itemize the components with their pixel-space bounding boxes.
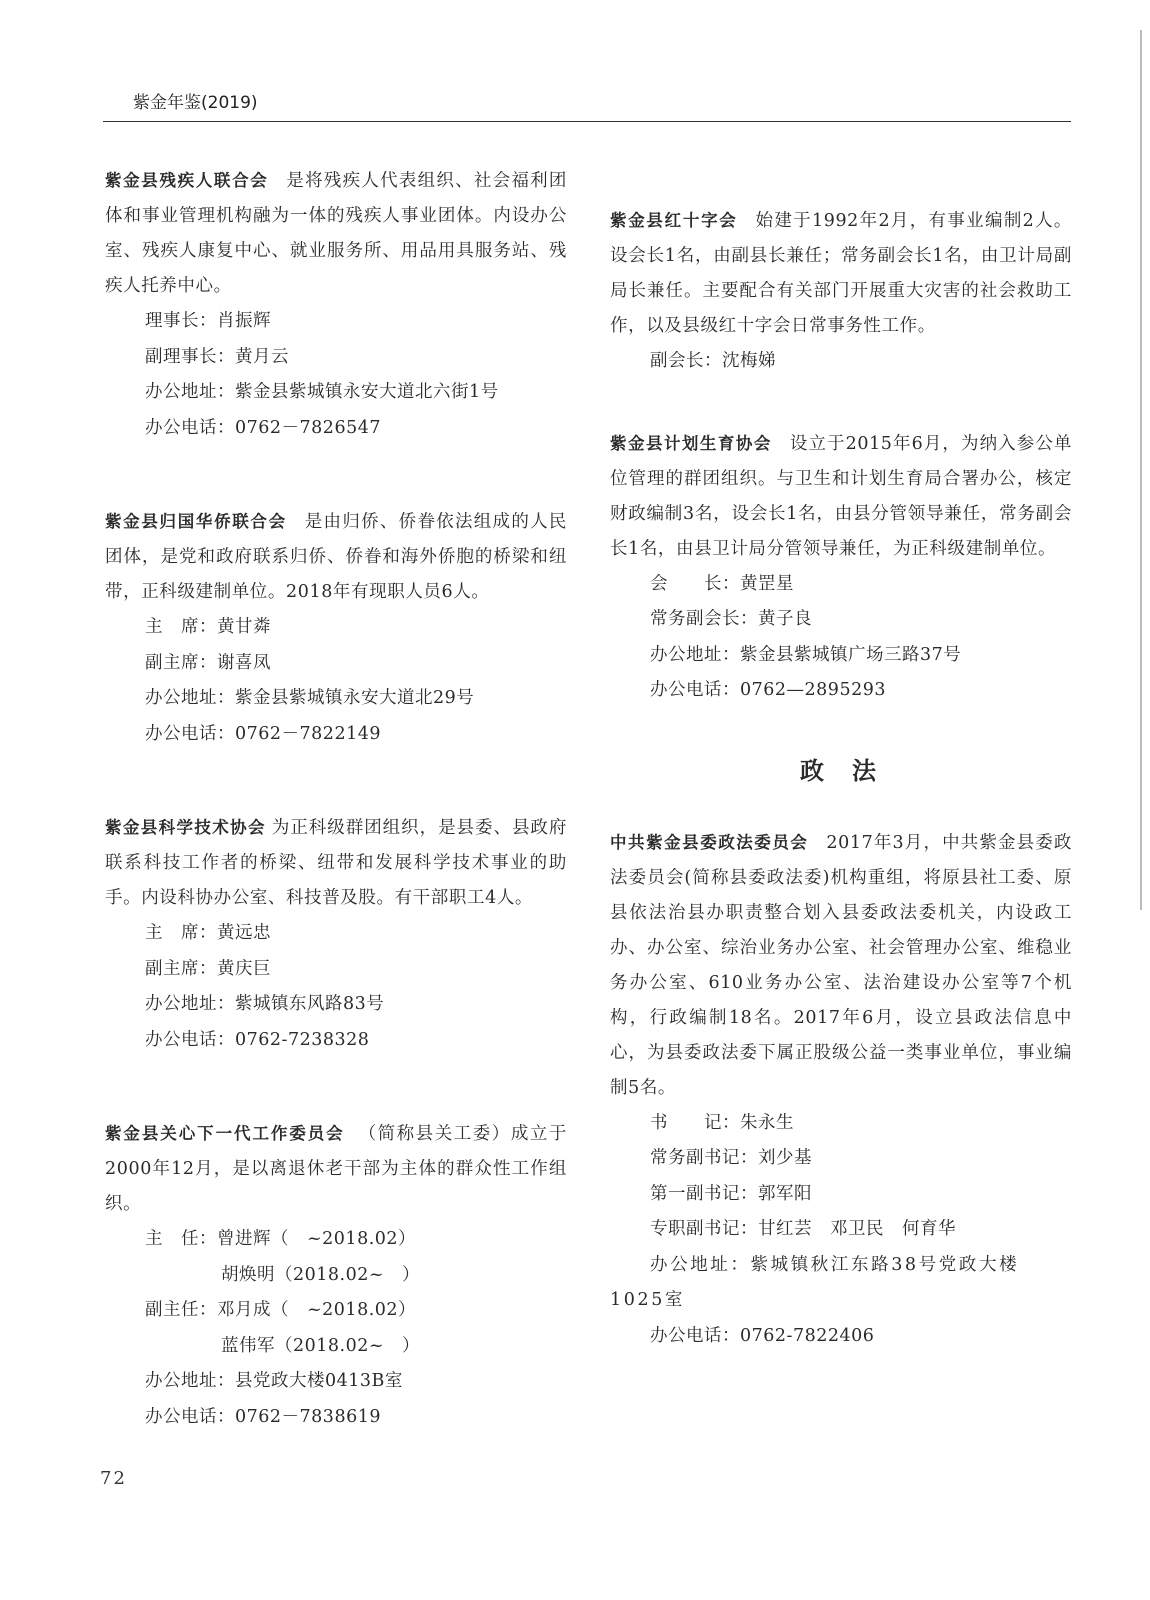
org-description: 是由归侨、侨眷依法组成的人民团体，是党和政府联系归侨、侨眷和海外侨胞的桥梁和纽带，正科级建制单位。2018年有现职人员6人。 [105, 512, 567, 602]
org-field: 第一副书记：郭军阳 [650, 1183, 812, 1204]
org-field: 副主席：黄庆巨 [145, 958, 271, 979]
org-phone: 办公电话：0762-7822406 [650, 1325, 875, 1346]
org-field: 主 席：黄远忠 [145, 923, 271, 943]
org-description: 2017年3月，中共紫金县委政法委员会(简称县委政法委)机构重组，将原县社工委、原县依法治县办职责整合划入县委政法委机关，内设政工办、办公室、综治业务办公室、社会管理办公室、维稳业务办公室、610业务办公室、法治建设办公室等7个机构，行政编制18名。2017年6月，设立县政法信息中心，为县委政法委下属正股级公益一类事业单位，事业编制5名。 [610, 832, 1073, 1098]
org-paragraph [610, 203, 1072, 344]
org-entry-returned-overseas-chinese [105, 504, 567, 752]
org-field: 副主任：邓月成（ ~2018.02） [145, 1300, 417, 1320]
org-field: 理事长：肖振辉 [145, 311, 271, 331]
org-field: 办公地址：紫城镇东风路83号 [145, 994, 385, 1014]
org-field: 办公地址：紫金县紫城镇广场三路37号 [650, 644, 962, 665]
org-field: 办公电话：0762-7238328 [145, 1029, 370, 1050]
org-field: 办公地址：县党政大楼0413B室 [145, 1371, 403, 1391]
org-description: 始建于1992年2月，有事业编制2人。设会长1名，由副县长兼任；常务副会长1名，由卫计局副局长兼任。主要配合有关部门开展重大灾害的社会救助工作，以及县级红十字会日常事务性工作。 [610, 211, 1073, 336]
org-field: 副理事长：黄月云 [145, 346, 289, 367]
org-field: 办公电话：0762－7822149 [145, 723, 381, 744]
org-entry-science-association [105, 810, 567, 1058]
org-description: （简称县关工委）成立于2000年12月，是以离退休老干部为主体的群众性工作组织。 [105, 1124, 567, 1214]
org-description: 为正科级群团组织，是县委、县政府联系科技工作者的桥梁、纽带和发展科学技术事业的助手。内设科协办公室、科技普及股。有干部职工4人。 [105, 818, 567, 908]
org-field: 办公电话：0762—2895293 [650, 680, 886, 700]
org-name: 紫金县科学技术协会 [105, 818, 266, 837]
org-paragraph [105, 504, 567, 610]
org-entry-next-generation-committee [105, 1116, 567, 1435]
running-header: 紫金年鉴(2019) [133, 93, 258, 113]
org-field: 会 长：黄罡星 [650, 573, 794, 594]
org-entry-disabled-federation [105, 163, 567, 446]
org-paragraph [105, 810, 567, 916]
org-entry-red-cross [610, 203, 1072, 380]
header-rule [103, 121, 1071, 122]
org-paragraph [105, 163, 567, 304]
org-field: 办公电话：0762－7838619 [145, 1406, 381, 1427]
org-entry-family-planning-association [610, 426, 1072, 709]
org-entry-political-legal-committee [610, 825, 1072, 1355]
org-field: 书 记：朱永生 [650, 1112, 794, 1133]
org-field: 主 席：黄甘粦 [145, 617, 271, 637]
org-description: 是将残疾人代表组织、社会福利团体和事业管理机构融为一体的残疾人事业团体。内设办公室、残疾人康复中心、就业服务所、用品用具服务站、残疾人托养中心。 [105, 171, 568, 296]
org-field: 办公地址：紫金县紫城镇永安大道北六街1号 [145, 382, 499, 402]
org-name: 紫金县红十字会 [610, 211, 738, 230]
org-field: 副会长：沈梅娣 [650, 351, 776, 371]
section-heading: 政法 [800, 756, 904, 785]
page-number: 72 [100, 1468, 127, 1489]
org-paragraph [105, 1116, 567, 1222]
org-field: 胡焕明（2018.02~ ） [221, 1264, 421, 1285]
org-field: 办公电话：0762－7826547 [145, 417, 381, 438]
org-paragraph [610, 426, 1072, 567]
org-name: 紫金县归国华侨联合会 [105, 512, 287, 531]
org-address: 办公地址：紫城镇秋江东路38号党政大楼1025室 [610, 1254, 1020, 1310]
org-description: 设立于2015年6月，为纳入参公单位管理的群团组织。与卫生和计划生育局合署办公，核定财政编制3名，设会长1名，由县分管领导兼任，常务副会长1名，由县卫计局分管领导兼任，为正科级建制单位。 [610, 433, 1073, 559]
org-paragraph [610, 825, 1072, 1106]
org-name: 紫金县计划生育协会 [610, 433, 772, 453]
org-field: 蓝伟军（2018.02~ ） [221, 1335, 421, 1356]
org-field: 常务副会长：黄子良 [650, 609, 812, 629]
org-name: 中共紫金县委政法委员会 [610, 832, 809, 852]
org-field: 专职副书记：甘红芸 邓卫民 何育华 [650, 1219, 956, 1239]
left-column [105, 163, 567, 1435]
right-column [610, 203, 1072, 1354]
org-field: 主 任：曾进辉（ ~2018.02） [145, 1229, 417, 1249]
org-field: 常务副书记：刘少基 [650, 1148, 812, 1168]
org-name: 紫金县残疾人联合会 [105, 171, 269, 190]
page-edge-shadow [1140, 30, 1142, 910]
org-field: 办公地址：紫金县紫城镇永安大道北29号 [145, 688, 475, 708]
org-field: 副主席：谢喜凤 [145, 652, 271, 673]
org-name: 紫金县关心下一代工作委员会 [105, 1124, 345, 1143]
